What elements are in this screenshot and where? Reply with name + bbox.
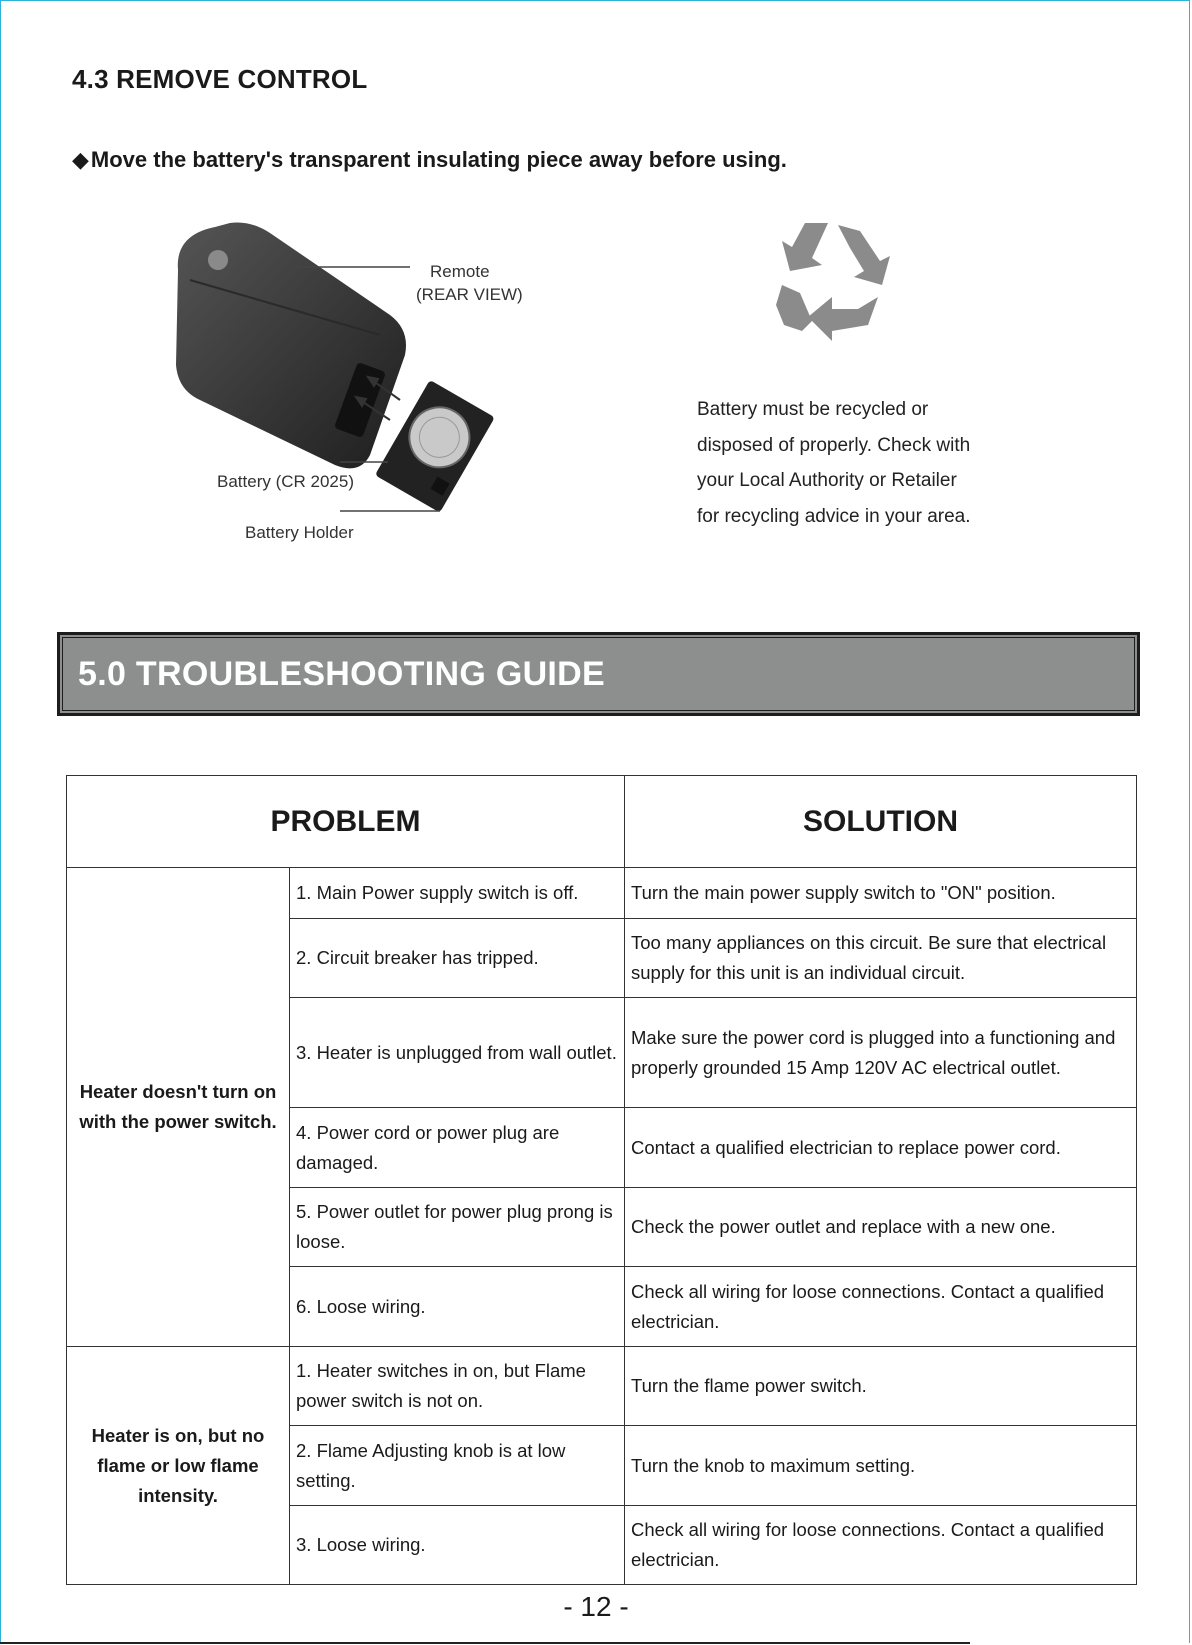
solution-cell: Contact a qualified electrician to replace power cord. — [625, 1108, 1137, 1188]
battery-holder-label: Battery Holder — [245, 523, 354, 542]
recycle-notice — [697, 392, 1027, 534]
solution-cell: Check all wiring for loose connections. Contact a qualified electrician. — [625, 1506, 1137, 1585]
table-row — [67, 1347, 1137, 1426]
table-row — [67, 868, 1137, 919]
instruction-line — [72, 147, 787, 173]
solution-header: SOLUTION — [625, 776, 1137, 868]
problem-cell: 5. Power outlet for power plug prong is loose. — [290, 1188, 625, 1267]
problem-cell: 2. Circuit breaker has tripped. — [290, 919, 625, 998]
recycle-line: Battery must be recycled or — [697, 399, 929, 420]
table-header-row — [67, 776, 1137, 868]
remote-illustration — [160, 215, 560, 555]
solution-cell: Too many appliances on this circuit. Be sure that electrical supply for this unit is an individual circuit. — [625, 919, 1137, 998]
recycle-line: for recycling advice in your area. — [697, 505, 971, 527]
recycle-line: disposed of properly. Check with — [697, 434, 971, 456]
remote-label: Remote — [430, 262, 490, 281]
section-heading-remote-control: 4.3 REMOVE CONTROL — [72, 64, 368, 94]
problem-cell: 3. Loose wiring. — [290, 1506, 625, 1585]
troubleshooting-table — [66, 775, 1137, 1585]
problem-category: Heater doesn't turn on with the power switch. — [67, 868, 290, 1347]
problem-cell: 4. Power cord or power plug are damaged. — [290, 1108, 625, 1188]
battery-label: Battery (CR 2025) — [217, 472, 354, 491]
solution-cell: Check the power outlet and replace with a new one. — [625, 1188, 1137, 1267]
problem-cell: 2. Flame Adjusting knob is at low setting. — [290, 1426, 625, 1506]
problem-cell: 1. Heater switches in on, but Flame power switch is not on. — [290, 1347, 625, 1426]
remote-body — [176, 222, 406, 468]
bottom-rule — [0, 1642, 970, 1644]
rear-view-label: (REAR VIEW) — [416, 285, 523, 304]
troubleshooting-banner — [57, 632, 1140, 716]
solution-cell: Turn the main power supply switch to "ON" position. — [625, 868, 1137, 919]
solution-cell: Make sure the power cord is plugged into a functioning and properly grounded 15 Amp 120V AC electrical outlet. — [625, 998, 1137, 1108]
problem-category: Heater is on, but no flame or low flame intensity. — [67, 1347, 290, 1585]
solution-cell: Turn the knob to maximum setting. — [625, 1426, 1137, 1506]
solution-cell: Check all wiring for loose connections. Contact a qualified electrician. — [625, 1267, 1137, 1347]
banner-title: 5.0 TROUBLESHOOTING GUIDE — [78, 655, 605, 693]
recycle-icon — [770, 213, 895, 343]
problem-cell: 1. Main Power supply switch is off. — [290, 868, 625, 919]
battery-holder — [375, 380, 495, 513]
instruction-text: Move the battery's transparent insulating piece away before using. — [90, 147, 787, 172]
problem-header: PROBLEM — [67, 776, 625, 868]
recycle-line: your Local Authority or Retailer — [697, 470, 957, 491]
diamond-bullet-icon: ◆ — [72, 147, 89, 172]
problem-cell: 6. Loose wiring. — [290, 1267, 625, 1347]
page-number: - 12 - — [563, 1591, 629, 1622]
problem-cell: 3. Heater is unplugged from wall outlet. — [290, 998, 625, 1108]
solution-cell: Turn the flame power switch. — [625, 1347, 1137, 1426]
remote-rear-view-figure — [160, 215, 560, 555]
